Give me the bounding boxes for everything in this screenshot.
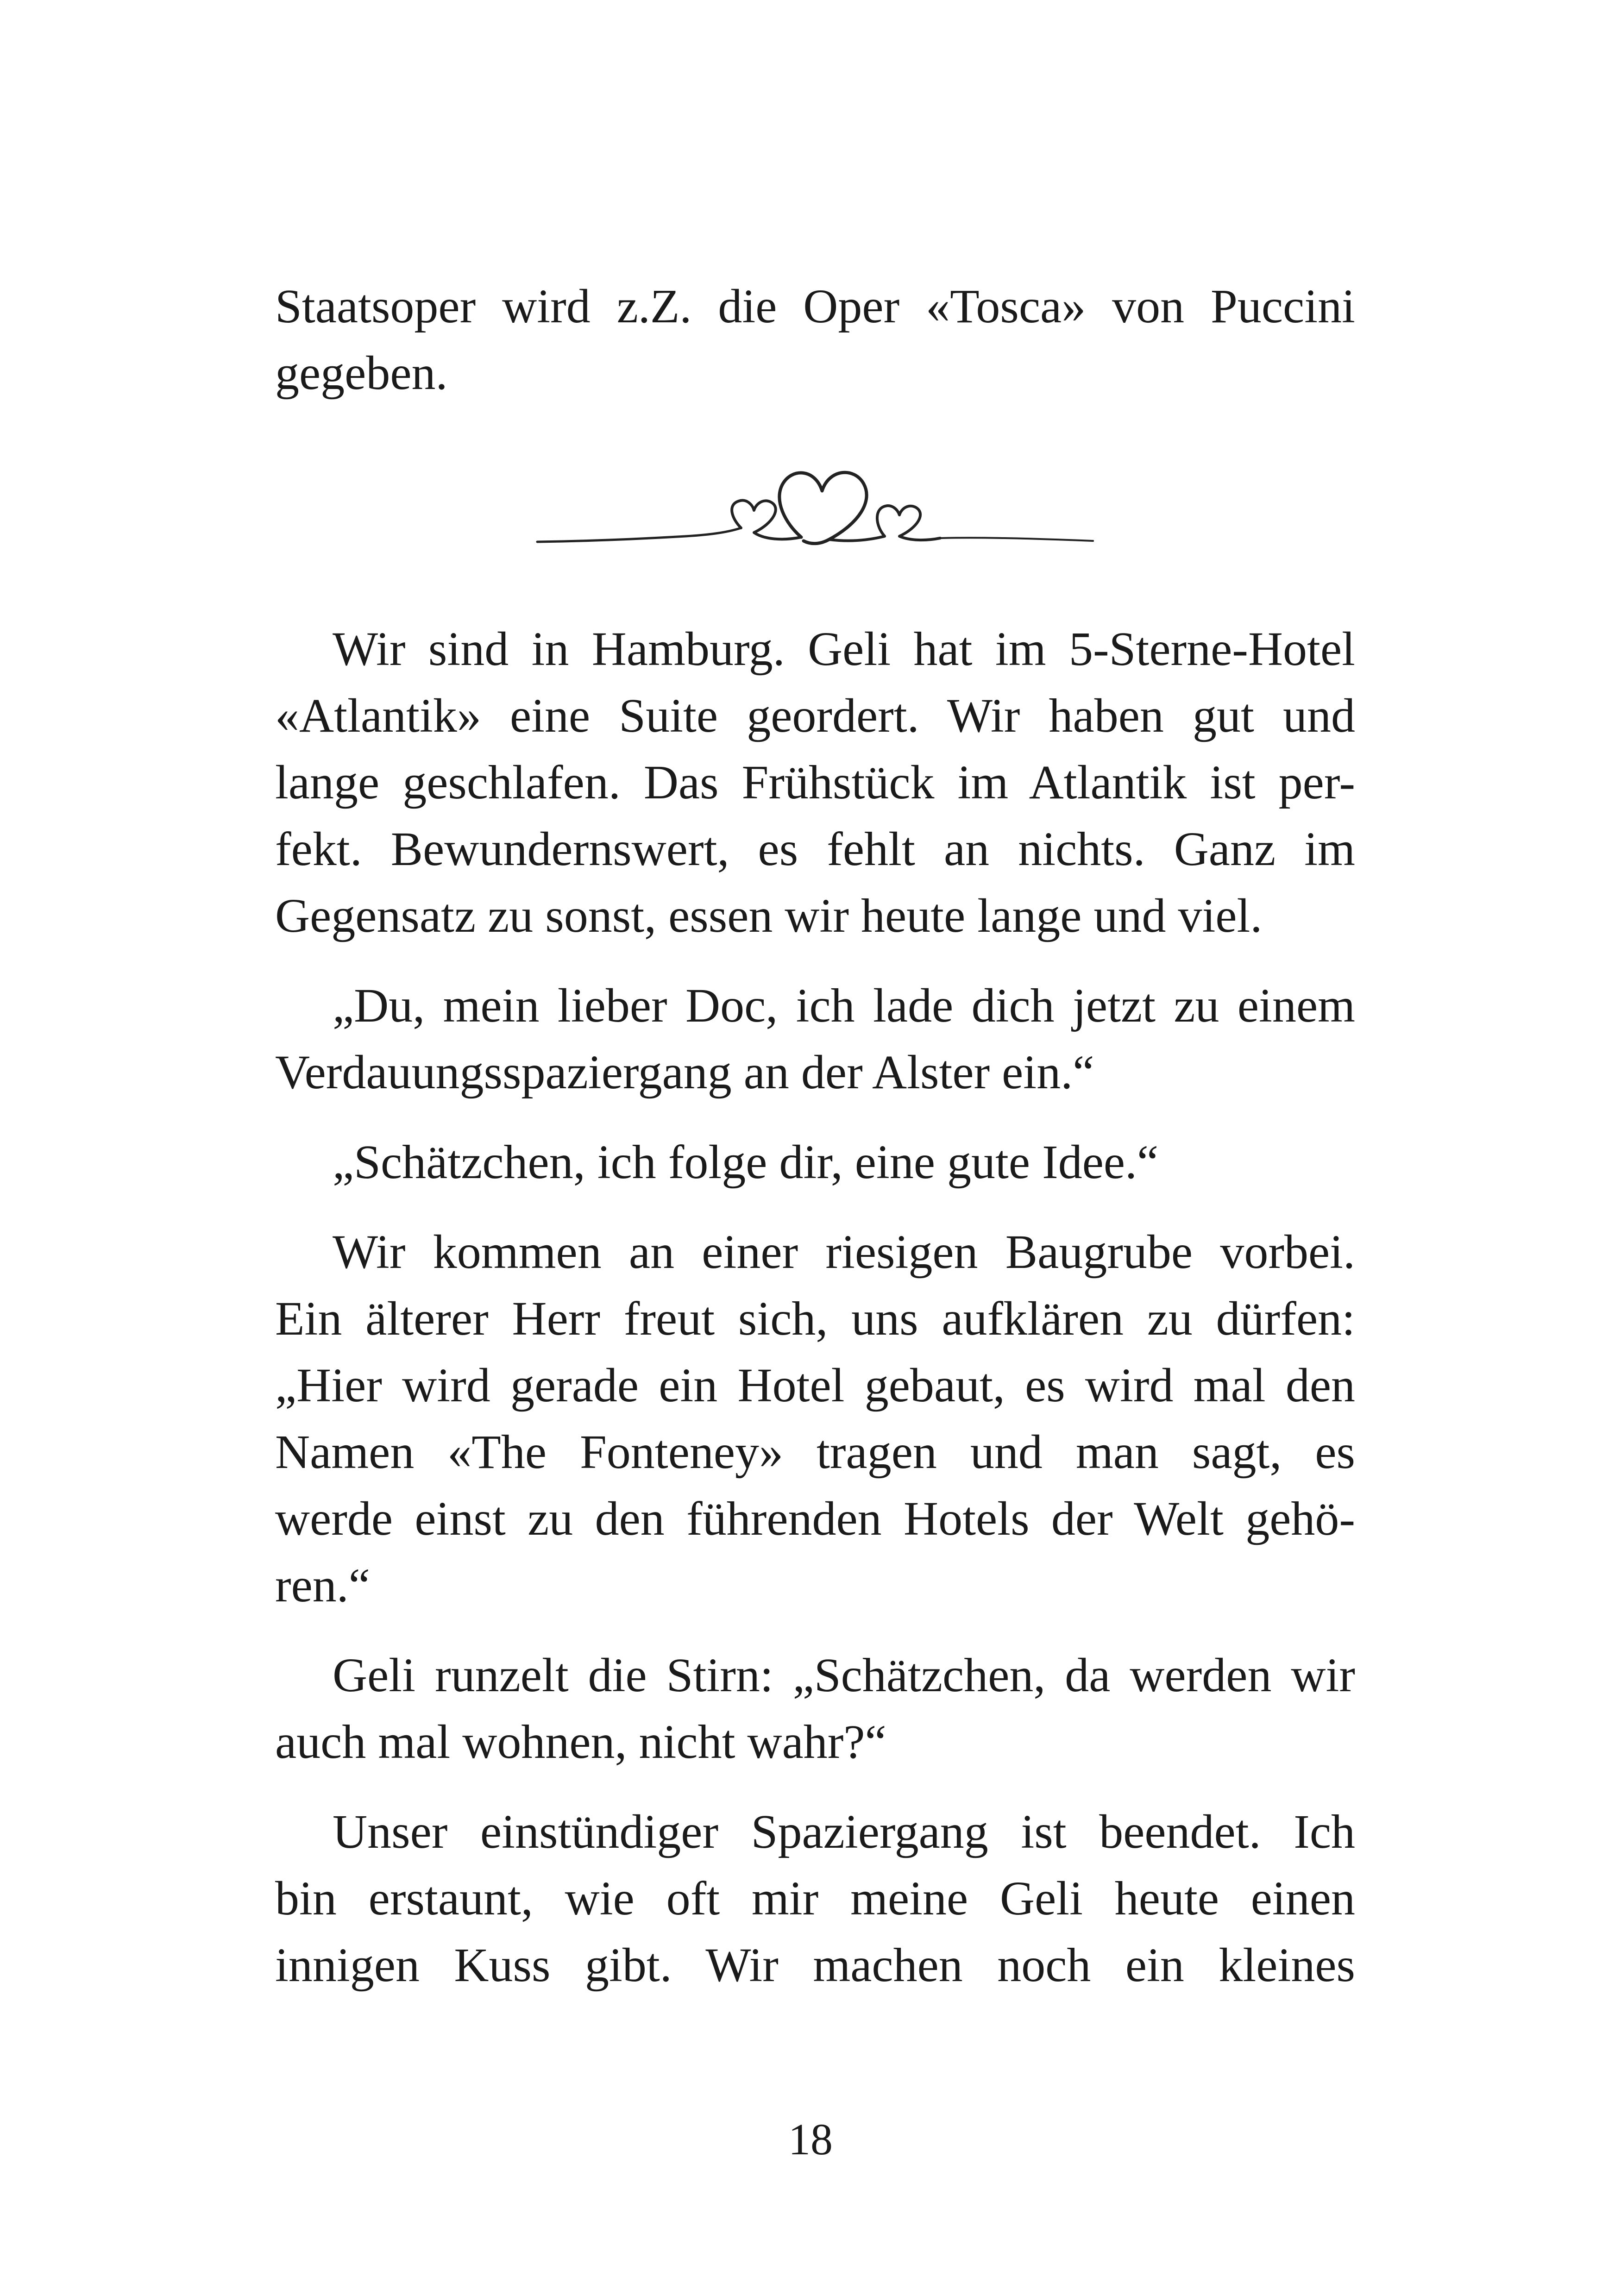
text-line: Verdauungsspaziergang an der Alster ein.“ xyxy=(275,1046,1094,1099)
paragraph-5 xyxy=(275,1642,1355,1775)
text-line: «Atlantik» eine Suite geordert. Wir haben gut und xyxy=(275,689,1355,742)
text-line: „Du, mein lieber Doc, ich lade dich jetzt zu einem xyxy=(333,979,1355,1032)
paragraph-4 xyxy=(275,1219,1355,1619)
page-number: 18 xyxy=(788,2114,833,2164)
paragraph-3 xyxy=(275,1129,1355,1196)
text-line: Ein älterer Herr freut sich, uns aufklären zu dürfen: xyxy=(275,1292,1355,1345)
paragraph-6 xyxy=(275,1799,1355,1999)
text-line: auch mal wohnen, nicht wahr?“ xyxy=(275,1715,886,1769)
text-line: „Schätzchen, ich folge dir, eine gute Idee.“ xyxy=(333,1135,1159,1189)
text-line: fekt. Bewundernswert, es fehlt an nichts. Ganz im xyxy=(275,822,1355,876)
paragraph-continuation xyxy=(275,273,1355,407)
text-line: gegeben. xyxy=(275,346,448,400)
hearts-flourish-icon xyxy=(533,458,1098,565)
text-line: lange geschlafen. Das Frühstück im Atlantik ist per- xyxy=(275,756,1355,809)
text-line: Wir kommen an einer riesigen Baugrube vorbei. xyxy=(333,1225,1355,1279)
opening-text xyxy=(275,273,1355,407)
text-line: „Hier wird gerade ein Hotel gebaut, es wird mal den xyxy=(275,1359,1355,1412)
paragraph-2 xyxy=(275,972,1355,1106)
main-text xyxy=(275,616,1355,1999)
text-line: bin erstaunt, wie oft mir meine Geli heute einen xyxy=(275,1872,1355,1925)
text-line: innigen Kuss gibt. Wir machen noch ein kleines xyxy=(275,1938,1355,1992)
text-line: Gegensatz zu sonst, essen wir heute lange und viel. xyxy=(275,889,1263,942)
text-line: Wir sind in Hamburg. Geli hat im 5-Sterne-Hotel xyxy=(333,622,1355,676)
text-line: Namen «The Fonteney» tragen und man sagt, es xyxy=(275,1425,1355,1479)
text-line: Unser einstündiger Spaziergang ist beendet. Ich xyxy=(333,1805,1355,1858)
text-line: Staatsoper wird z.Z. die Oper «Tosca» von Puccini xyxy=(275,280,1355,333)
text-line: ren.“ xyxy=(275,1559,370,1612)
text-line: werde einst zu den führenden Hotels der Welt gehö- xyxy=(275,1492,1355,1545)
paragraph-1 xyxy=(275,616,1355,949)
text-line: Geli runzelt die Stirn: „Schätzchen, da werden wir xyxy=(333,1649,1355,1702)
